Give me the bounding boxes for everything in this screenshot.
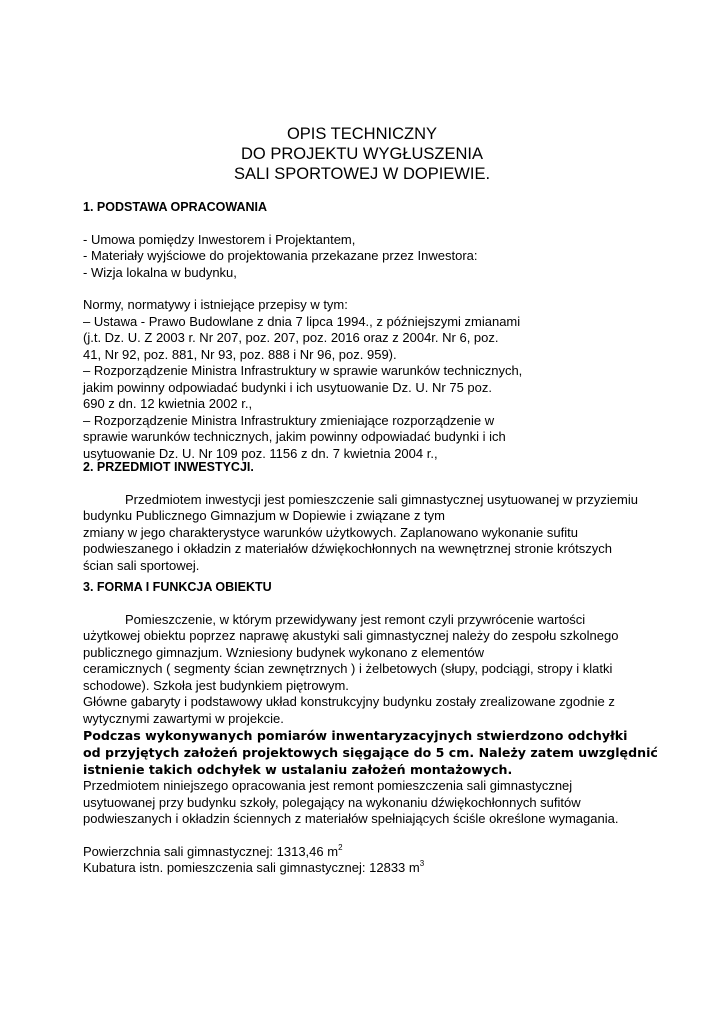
- title-line-1: OPIS TECHNICZNY: [286, 125, 438, 143]
- paragraph-line: zmiany w jego charakterystyce warunków użytkowych. Zaplanowano wykonanie sufitu: [83, 524, 578, 540]
- bold-warning-line: Podczas wykonywanych pomiarów inwentaryzacyjnych stwierdzono odchyłki: [83, 728, 628, 743]
- area-label: Powierzchnia sali gimnastycznej: 1313,46 m: [83, 843, 339, 859]
- section-1: [83, 199, 683, 462]
- section-3: [83, 579, 683, 877]
- paragraph-line: schodowe). Szkoła jest budynkiem piętrowym.: [83, 677, 349, 693]
- section-1-heading: 1. PODSTAWA OPRACOWANIA: [83, 200, 268, 214]
- volume-exponent: 3: [419, 859, 425, 868]
- area-exponent: 2: [338, 842, 343, 852]
- norms-line: (j.t. Dz. U. Z 2003 r. Nr 207, poz. 207, poz. 2016 oraz z 2004r. Nr 6, poz.: [83, 330, 499, 345]
- bullet-item: - Materiały wyjściowe do projektowania przekazane przez Inwestora:: [83, 248, 478, 263]
- area-line: [83, 844, 683, 861]
- paragraph-line: ceramicznych ( segmenty ścian zewnętrznych ) i żelbetowych (słupy, podciągi, stropy i klatki: [83, 661, 613, 676]
- title-line-3: SALI SPORTOWEJ W DOPIEWIE.: [233, 165, 491, 183]
- bullet-item: - Umowa pomiędzy Inwestorem i Projektantem,: [83, 231, 356, 247]
- paragraph-line: Pomieszczenie, w którym przewidywany jest remont czyli przywrócenie wartości: [125, 611, 586, 627]
- norms-line: jakim powinny odpowiadać budynki i ich usytuowanie Dz. U. Nr 75 poz.: [83, 379, 492, 395]
- paragraph-line: ścian sali sportowej.: [83, 557, 200, 573]
- norms-line: sprawie warunków technicznych, jakim powinny odpowiadać budynki i ich: [83, 429, 506, 444]
- norms-line: 41, Nr 92, poz. 881, Nr 93, poz. 888 i Nr 96, poz. 959).: [83, 346, 397, 362]
- bullet-item: - Wizja lokalna w budynku,: [83, 264, 237, 280]
- paragraph-line: wytycznymi zawartymi w projekcie.: [83, 710, 284, 726]
- paragraph-line: użytkowej obiektu poprzez naprawę akustyki sali gimnastycznej należy do zespołu szkolnego: [83, 628, 619, 643]
- norms-line: – Ustawa - Prawo Budowlane z dnia 7 lipca 1994., z późniejszymi zmianami: [83, 313, 521, 329]
- volume-line: [83, 860, 683, 877]
- bold-warning-line: od przyjętych założeń projektowych sięgające do 5 cm. Należy zatem uwzględnić: [83, 745, 658, 760]
- section-3-heading: 3. FORMA I FUNKCJA OBIEKTU: [83, 580, 272, 594]
- paragraph-line: budynku Publicznego Gimnazjum w Dopiewie i związane z tym: [83, 508, 445, 523]
- bold-warning-line: istnienie takich odchyłek w ustalaniu założeń montażowych.: [83, 762, 513, 777]
- norms-line: – Rozporządzenie Ministra Infrastruktury w sprawie warunków technicznych,: [83, 363, 523, 378]
- paragraph-line: usytuowanej przy budynku szkoły, polegający na wykonaniu dźwiękochłonnych sufitów: [83, 794, 581, 810]
- title-line-2: DO PROJEKTU WYGŁUSZENIA: [240, 145, 484, 163]
- section-2-heading: 2. PRZEDMIOT INWESTYCJI.: [83, 460, 254, 474]
- document-title: [0, 124, 724, 184]
- paragraph-line: Główne gabaryty i podstawowy układ konstrukcyjny budynku zostały zrealizowane zgodnie z: [83, 694, 615, 709]
- paragraph-line: Przedmiotem inwestycji jest pomieszczenie sali gimnastycznej usytuowanej w przyziemiu: [125, 491, 638, 507]
- paragraph-line: publicznego gimnazjum. Wzniesiony budynek wykonano z elementów: [83, 644, 485, 660]
- volume-label: Kubatura istn. pomieszczenia sali gimnastycznej: 12833 m: [83, 860, 420, 875]
- norms-line: 690 z dn. 12 kwietnia 2002 r.,: [83, 396, 253, 411]
- paragraph-line: Przedmiotem niniejszego opracowania jest remont pomieszczenia sali gimnastycznej: [83, 778, 573, 793]
- section-2: [83, 459, 683, 574]
- paragraph-line: podwieszanych i okładzin ściennych z materiałów spełniających ściśle określone wymagania.: [83, 811, 619, 826]
- norms-line: usytuowanie Dz. U. Nr 109 poz. 1156 z dn. 7 kwietnia 2004 r.,: [83, 445, 438, 461]
- norms-line: – Rozporządzenie Ministra Infrastruktury zmieniające rozporządzenie w: [83, 412, 495, 428]
- norms-intro: Normy, normatywy i istniejące przepisy w tym:: [83, 297, 348, 312]
- paragraph-line: podwieszanego i okładzin z materiałów dźwiękochłonnych na wewnętrznej stronie krótszych: [83, 541, 612, 556]
